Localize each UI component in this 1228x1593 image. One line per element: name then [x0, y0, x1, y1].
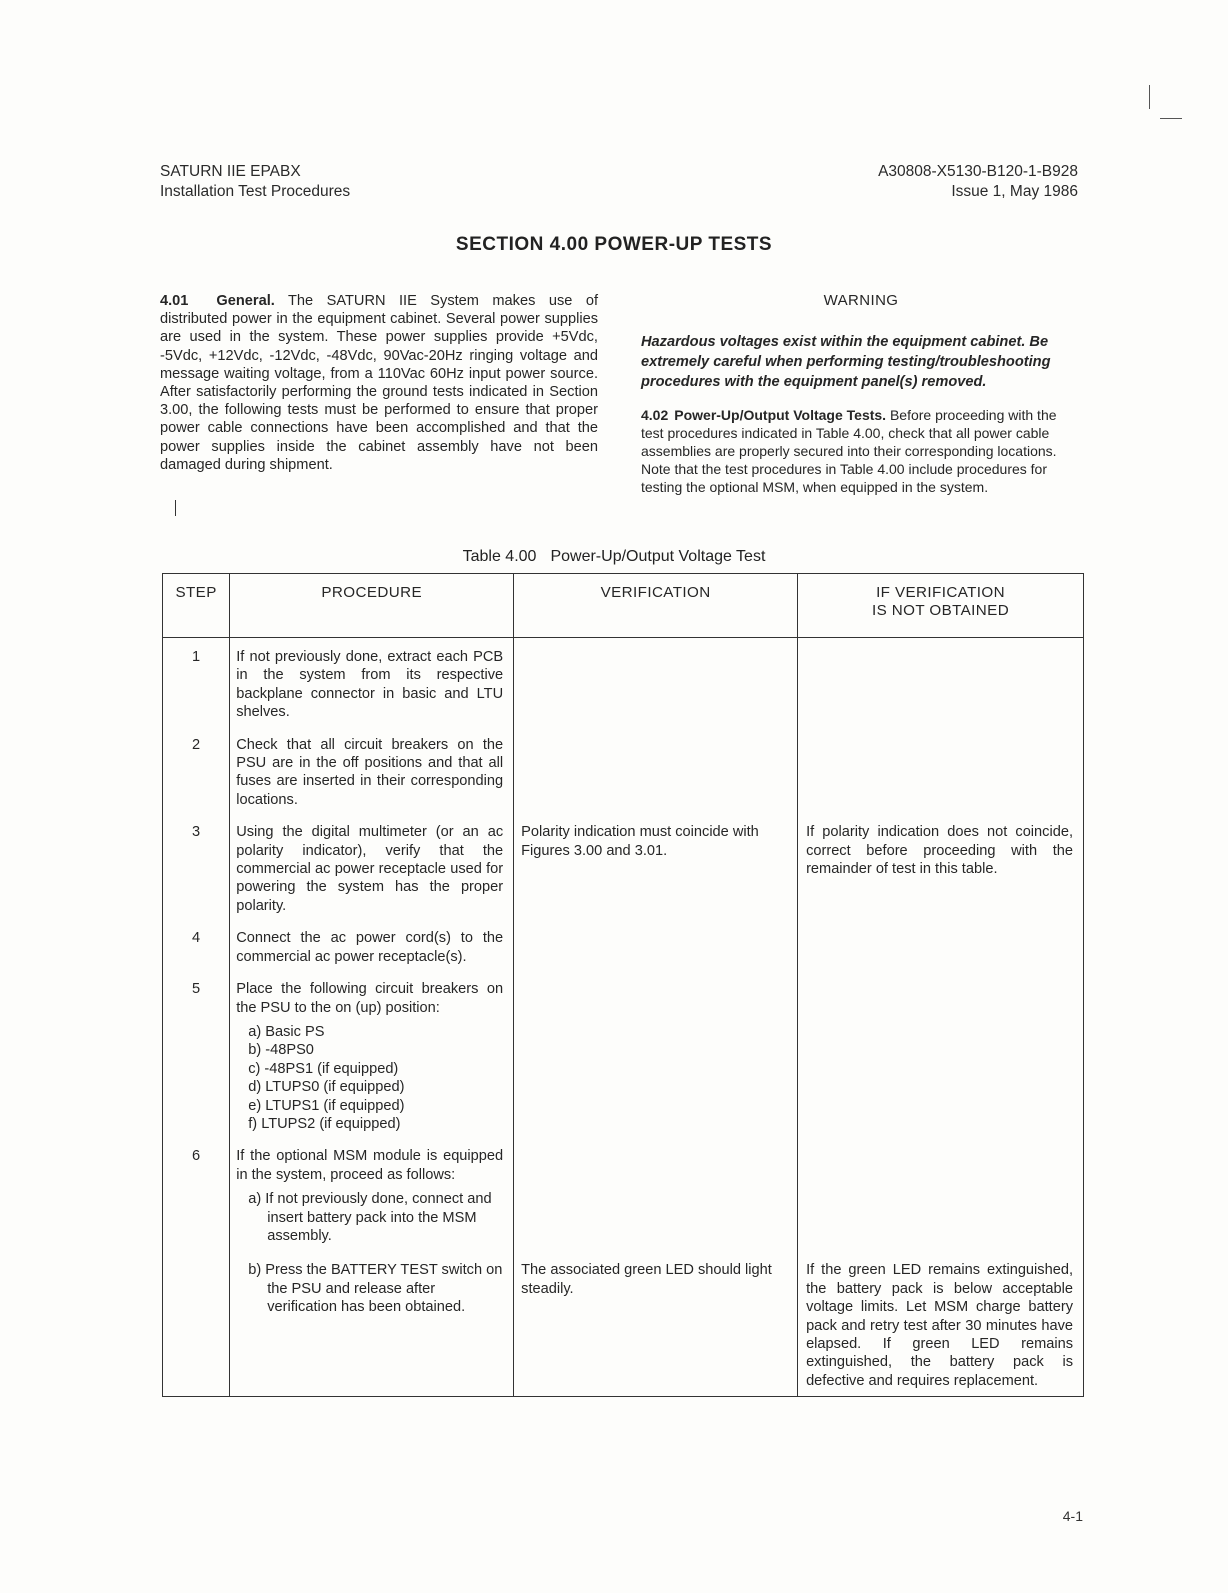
- list-item: c) -48PS1 (if equipped): [248, 1060, 399, 1077]
- procedure-cell: [230, 1147, 514, 1251]
- fail-cell: [798, 929, 1084, 980]
- table-row: [163, 823, 1084, 929]
- header-procedure: PROCEDURE: [230, 574, 514, 638]
- table-row: [163, 736, 1084, 824]
- fail-cell: If polarity indication does not coincide, correct before proceeding with the remainder of test in this table.: [798, 823, 1084, 929]
- header-left: [160, 162, 350, 202]
- table-row: [163, 980, 1084, 1147]
- list-item: d) LTUPS0 (if equipped): [248, 1079, 405, 1096]
- paragraph-text: The SATURN IIE System makes use of distributed power in the equipment cabinet. Several power supplies are used in the system. These power supplies provide +5Vdc, -5Vdc, +12Vdc, -12Vdc, -48Vdc, 90Vac-20Hz ringing voltage and message waiting voltage, from a 110Vac 60Hz input power source. After satisfactorily performing the ground tests indicated in Section 3.00, the following tests must be performed to ensure that proper power cable connections have been accomplished and that the power supplies inside the cabinet assembly have not been damaged during shipment.: [160, 293, 598, 473]
- paragraph-4-02: [641, 406, 1081, 496]
- step-number: 3: [163, 823, 230, 929]
- table-number: Table 4.00: [462, 548, 537, 565]
- warning-title: WARNING: [823, 292, 899, 309]
- fail-cell: [798, 736, 1084, 824]
- paragraph-number: 4.01: [160, 293, 189, 309]
- verification-cell: Polarity indication must coincide with Figures 3.00 and 3.01.: [514, 823, 798, 929]
- page-number: 4-1: [1062, 1508, 1083, 1524]
- fail-cell: [798, 980, 1084, 1147]
- procedure-cell: [230, 980, 514, 1147]
- procedure-text: If the optional MSM module is equipped in the system, proceed as follows:: [236, 1148, 504, 1183]
- table-row: [163, 638, 1084, 736]
- paragraph-text: Before proceeding with the test procedures indicated in Table 4.00, check that all power cable assemblies are properly secured into their corresponding locations. Note that the test procedures in Table 4.00 include procedures for testing the optional MSM, when equipped in the system.: [641, 407, 1057, 496]
- step-number: 5: [163, 980, 230, 1147]
- margin-bar: [1149, 85, 1150, 109]
- table-title: Power-Up/Output Voltage Test: [550, 548, 766, 565]
- procedure-cell: Using the digital multimeter (or an ac polarity indicator), verify that the commercial ac power receptacle used for powering the system has the proper polarity.: [230, 823, 514, 929]
- paragraph-number: 4.02: [641, 407, 669, 424]
- verification-cell: The associated green LED should light steadily.: [514, 1251, 798, 1396]
- doc-subtitle: Installation Test Procedures: [160, 183, 351, 200]
- list-item: e) LTUPS1 (if equipped): [248, 1097, 405, 1114]
- verification-cell: [514, 1147, 798, 1251]
- verification-cell: [514, 638, 798, 736]
- header-fail: [798, 574, 1084, 638]
- breaker-list: [236, 1023, 503, 1133]
- procedure-cell: Connect the ac power cord(s) to the commercial ac power receptacle(s).: [230, 929, 514, 980]
- header-verification: VERIFICATION: [514, 574, 798, 638]
- verification-cell: [514, 736, 798, 824]
- procedure-cell: [230, 1251, 514, 1396]
- list-item: a) Basic PS: [248, 1023, 325, 1040]
- table-row: [163, 1251, 1084, 1396]
- header-fail-line2: IS NOT OBTAINED: [871, 602, 1010, 619]
- paragraph-4-01: [160, 292, 598, 474]
- fail-cell: [798, 638, 1084, 736]
- step-number: 4: [163, 929, 230, 980]
- step-number: 2: [163, 736, 230, 824]
- paragraph-lead: Power-Up/Output Voltage Tests.: [674, 407, 887, 424]
- paragraph-lead: General.: [216, 293, 275, 309]
- section-title: SECTION 4.00 POWER-UP TESTS: [455, 234, 773, 255]
- verification-cell: [514, 929, 798, 980]
- header-right: [878, 162, 1078, 202]
- step-number: [163, 1251, 230, 1396]
- sub-step-a: a) If not previously done, connect and insert battery pack into the MSM assembly.: [248, 1191, 492, 1244]
- table-header-row: [163, 574, 1084, 638]
- header-step: STEP: [163, 574, 230, 638]
- step-number: 6: [163, 1147, 230, 1251]
- table-caption: [0, 548, 1228, 566]
- warning-text: Hazardous voltages exist within the equipment cabinet. Be extremely careful when performing testing/troubleshooting procedures with the equipment panel(s) removed.: [641, 334, 1051, 391]
- procedure-table: [162, 573, 1084, 1397]
- sub-step-b: b) Press the BATTERY TEST switch on the PSU and release after verification has been obtained.: [248, 1262, 503, 1316]
- doc-title: SATURN IIE EPABX: [160, 163, 301, 180]
- step-number: 1: [163, 638, 230, 736]
- list-item: f) LTUPS2 (if equipped): [248, 1115, 401, 1132]
- change-bar: [175, 500, 176, 516]
- procedure-cell: Check that all circuit breakers on the PSU are in the off positions and that all fuses are inserted in their corresponding locations.: [230, 736, 514, 824]
- fail-cell: If the green LED remains extinguished, the battery pack is below acceptable voltage limits. Let MSM charge battery pack and retry test after 30 minutes have elapsed. If green LED remains extinguished, the battery pack is defective and requires replacement.: [798, 1251, 1084, 1396]
- procedure-text: Place the following circuit breakers on the PSU to the on (up) position:: [236, 981, 504, 1016]
- table-row: [163, 929, 1084, 980]
- margin-dash: [1160, 118, 1182, 119]
- doc-number: A30808-X5130-B120-1-B928: [878, 163, 1078, 180]
- list-item: b) -48PS0: [248, 1042, 314, 1059]
- right-column: [641, 292, 1081, 496]
- fail-cell: [798, 1147, 1084, 1251]
- doc-issue: Issue 1, May 1986: [951, 183, 1078, 200]
- header-fail-line1: IF VERIFICATION: [876, 584, 1005, 601]
- table-row: [163, 1147, 1084, 1251]
- procedure-cell: If not previously done, extract each PCB in the system from its respective backplane connector in basic and LTU shelves.: [230, 638, 514, 736]
- verification-cell: [514, 980, 798, 1147]
